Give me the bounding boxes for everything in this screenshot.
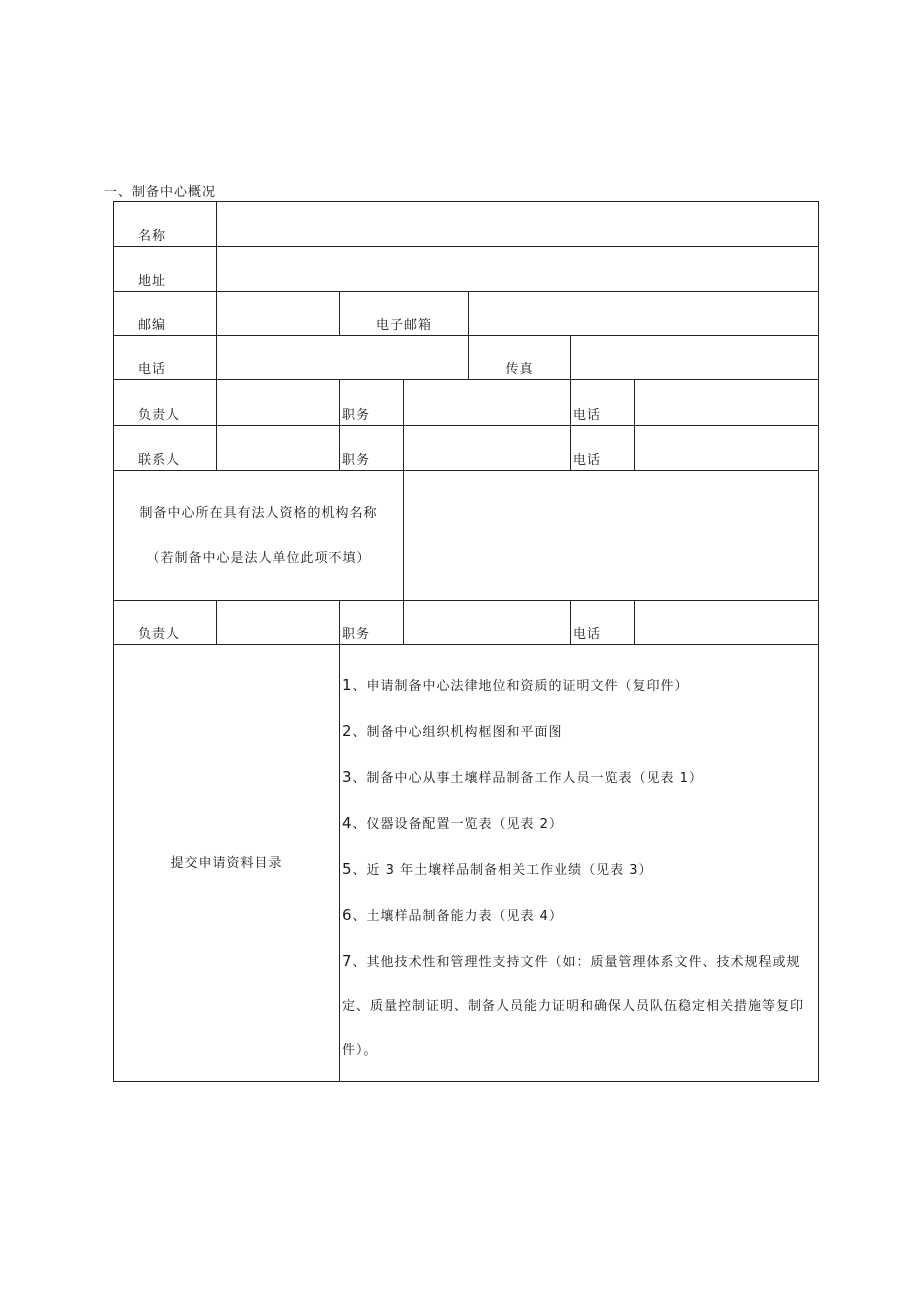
org-name-field[interactable] xyxy=(404,471,819,601)
row-head xyxy=(114,380,819,426)
email-label: 电子邮箱 xyxy=(340,292,469,336)
document-item: 5、近 3 年土壤样品制备相关工作业绩（见表 3） xyxy=(342,860,653,878)
row-submission-docs xyxy=(114,645,819,1082)
fax-label: 传真 xyxy=(469,336,571,380)
phone-label: 电话 xyxy=(114,336,217,380)
contact-position-label: 职务 xyxy=(340,426,404,471)
contact-field[interactable] xyxy=(217,426,340,471)
org-phone-label: 电话 xyxy=(571,601,635,645)
email-field[interactable] xyxy=(469,292,819,336)
org-position-field[interactable] xyxy=(404,601,571,645)
org-position-label: 职务 xyxy=(340,601,404,645)
head-label: 负责人 xyxy=(114,380,217,426)
contact-phone-field[interactable] xyxy=(635,426,819,471)
head-phone-field[interactable] xyxy=(635,380,819,426)
row-name xyxy=(114,202,819,247)
head-phone-label: 电话 xyxy=(571,380,635,426)
document-item: 1、申请制备中心法律地位和资质的证明文件（复印件） xyxy=(342,676,689,694)
postcode-field[interactable] xyxy=(217,292,340,336)
head-field[interactable] xyxy=(217,380,340,426)
document-item: 4、仪器设备配置一览表（见表 2） xyxy=(342,814,563,832)
document-list xyxy=(340,645,819,1082)
document-item: 3、制备中心从事土壤样品制备工作人员一览表（见表 1） xyxy=(342,768,703,786)
address-label: 地址 xyxy=(114,247,217,292)
document-item: 7、其他技术性和管理性支持文件（如：质量管理体系文件、技术规程或规定、质量控制证明、制备人员能力证明和确保人员队伍稳定相关措施等复印件）。 xyxy=(342,952,805,1058)
row-org-name xyxy=(114,471,819,601)
row-postcode-email xyxy=(114,292,819,336)
contact-phone-label: 电话 xyxy=(571,426,635,471)
contact-position-field[interactable] xyxy=(404,426,571,471)
postcode-label: 邮编 xyxy=(114,292,217,336)
name-label: 名称 xyxy=(114,202,217,247)
row-contact xyxy=(114,426,819,471)
row-phone-fax xyxy=(114,336,819,380)
document-item: 6、土壤样品制备能力表（见表 4） xyxy=(342,906,563,924)
head-position-field[interactable] xyxy=(404,380,571,426)
name-field[interactable] xyxy=(217,202,819,247)
phone-field[interactable] xyxy=(217,336,469,380)
row-address xyxy=(114,247,819,292)
submit-docs-label: 提交申请资料目录 xyxy=(114,645,340,1082)
org-head-label: 负责人 xyxy=(114,601,217,645)
document-item: 2、制备中心组织机构框图和平面图 xyxy=(342,722,563,740)
address-field[interactable] xyxy=(217,247,819,292)
row-org-head xyxy=(114,601,819,645)
section-title: 一、制备中心概况 xyxy=(104,185,217,200)
overview-form-table xyxy=(113,201,819,1082)
contact-label: 联系人 xyxy=(114,426,217,471)
org-name-label: 制备中心所在具有法人资格的机构名称（若制备中心是法人单位此项不填） xyxy=(114,471,404,601)
head-position-label: 职务 xyxy=(340,380,404,426)
org-head-field[interactable] xyxy=(217,601,340,645)
fax-field[interactable] xyxy=(571,336,819,380)
org-phone-field[interactable] xyxy=(635,601,819,645)
